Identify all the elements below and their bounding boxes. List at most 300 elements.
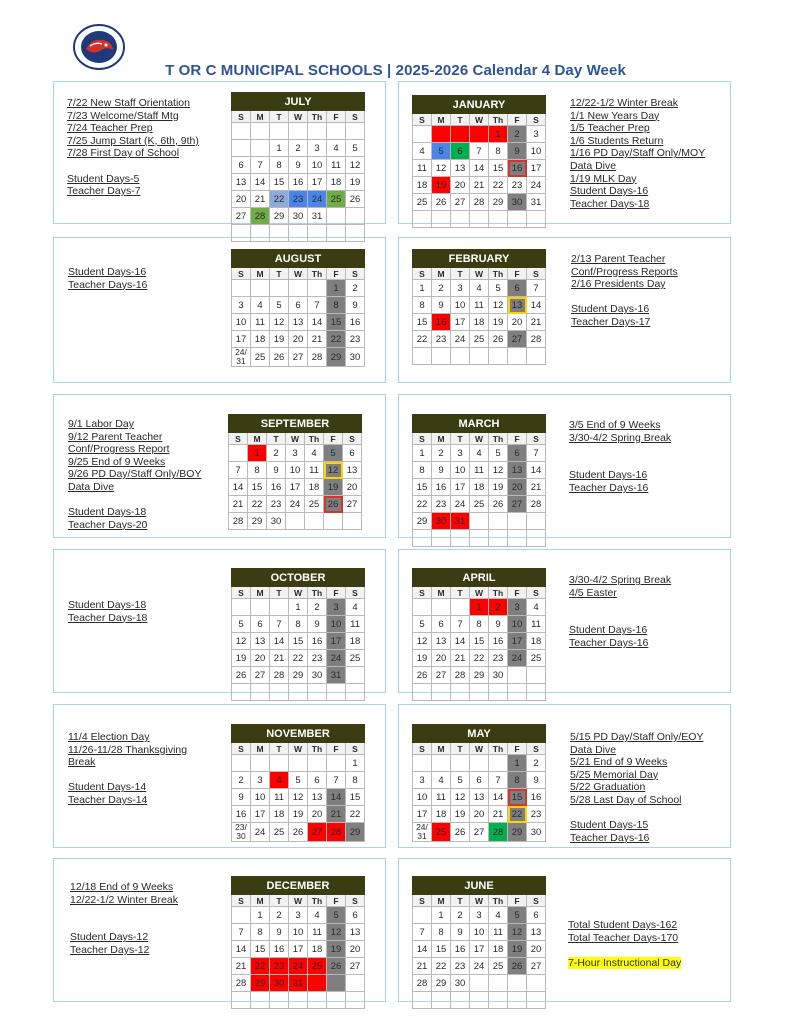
day-cell: 1 bbox=[413, 445, 432, 462]
day-cell bbox=[346, 975, 365, 992]
day-cell: 1 bbox=[470, 599, 489, 616]
day-cell: 5 bbox=[508, 907, 527, 924]
day-cell: 5 bbox=[232, 616, 251, 633]
day-cell: 2 bbox=[489, 599, 508, 616]
day-cell: 15 bbox=[270, 174, 289, 191]
day-cell: 6 bbox=[343, 445, 362, 462]
day-cell: 8 bbox=[470, 616, 489, 633]
day-cell: 23 bbox=[308, 650, 327, 667]
day-cell: 9 bbox=[527, 772, 546, 789]
day-cell bbox=[432, 126, 451, 143]
note: Student Days-16 bbox=[570, 185, 649, 198]
day-cell: 27 bbox=[308, 823, 327, 842]
note: Student Days-15 bbox=[570, 819, 649, 832]
day-cell: 9 bbox=[289, 157, 308, 174]
calendar-december bbox=[231, 876, 365, 1009]
note: Student Days-16 bbox=[571, 303, 650, 316]
day-cell: 14 bbox=[251, 174, 270, 191]
day-cell: 25 bbox=[470, 331, 489, 348]
day-cell: 12 bbox=[346, 157, 365, 174]
day-cell: 7 bbox=[451, 616, 470, 633]
weekday-header: S bbox=[232, 895, 251, 907]
weekday-header: S bbox=[413, 268, 432, 280]
day-cell: 8 bbox=[489, 143, 508, 160]
day-cell bbox=[413, 211, 432, 228]
day-cell: 4 bbox=[489, 907, 508, 924]
day-cell: 1 bbox=[508, 755, 527, 772]
notes-october bbox=[68, 599, 147, 624]
day-cell: 12 bbox=[232, 633, 251, 650]
day-cell: 5 bbox=[489, 280, 508, 297]
day-cell: 8 bbox=[508, 772, 527, 789]
day-cell: 12 bbox=[413, 633, 432, 650]
day-cell bbox=[413, 126, 432, 143]
day-cell: 15 bbox=[248, 479, 267, 496]
day-cell: 26 bbox=[327, 958, 346, 975]
day-cell bbox=[305, 513, 324, 530]
note-spacer bbox=[569, 444, 671, 457]
note: Student Days-5 bbox=[67, 172, 140, 185]
note: Teacher Days-20 bbox=[68, 518, 148, 531]
day-cell: 1 bbox=[489, 126, 508, 143]
day-cell: 8 bbox=[289, 616, 308, 633]
weekday-header: W bbox=[470, 587, 489, 599]
day-cell bbox=[451, 348, 470, 365]
weekday-header: T bbox=[451, 587, 470, 599]
day-cell: 1 bbox=[346, 755, 365, 772]
note: 12/18 End of 9 Weeks bbox=[70, 881, 174, 893]
day-cell bbox=[432, 348, 451, 365]
day-cell bbox=[232, 280, 251, 297]
note: Student Days-16 bbox=[569, 469, 648, 482]
weekday-header: Th bbox=[489, 433, 508, 445]
day-cell: 19 bbox=[489, 479, 508, 496]
day-cell: 10 bbox=[251, 789, 270, 806]
weekday-header: W bbox=[286, 433, 305, 445]
note-spacer bbox=[67, 160, 199, 173]
weekday-header: M bbox=[251, 587, 270, 599]
day-cell bbox=[527, 513, 546, 530]
day-cell: 10 bbox=[308, 157, 327, 174]
day-cell: 23 bbox=[432, 496, 451, 513]
day-cell: 1 bbox=[289, 599, 308, 616]
day-cell: 24 bbox=[308, 191, 327, 208]
day-cell: 8 bbox=[432, 924, 451, 941]
day-cell: 10 bbox=[327, 616, 346, 633]
day-cell bbox=[432, 211, 451, 228]
day-cell: 11 bbox=[470, 297, 489, 314]
day-cell: 2 bbox=[232, 772, 251, 789]
note: 7/23 Welcome/Staff Mtg bbox=[67, 109, 179, 122]
day-cell: 25 bbox=[270, 823, 289, 842]
day-cell: 20 bbox=[232, 191, 251, 208]
weekday-header: S bbox=[527, 895, 546, 907]
day-cell: 2 bbox=[451, 907, 470, 924]
note: Student Days-18 bbox=[68, 599, 147, 611]
day-cell: 10 bbox=[286, 462, 305, 479]
calendar-july bbox=[231, 92, 365, 242]
note: Student Days-18 bbox=[68, 506, 147, 519]
note: 3/30-4/2 Spring Break bbox=[569, 431, 672, 444]
day-cell bbox=[270, 123, 289, 140]
day-cell bbox=[508, 348, 527, 365]
note: Teacher Days-16 bbox=[570, 831, 650, 844]
day-cell: 29 bbox=[251, 975, 270, 992]
day-cell bbox=[232, 123, 251, 140]
note: 1/5 Teacher Prep bbox=[570, 122, 650, 135]
day-cell: 26 bbox=[289, 823, 308, 842]
day-cell bbox=[527, 211, 546, 228]
day-cell: 25 bbox=[327, 191, 346, 208]
day-cell bbox=[508, 530, 527, 547]
weekday-header: M bbox=[432, 114, 451, 126]
weekday-header: M bbox=[432, 433, 451, 445]
day-cell bbox=[289, 684, 308, 701]
day-cell: 19 bbox=[232, 650, 251, 667]
day-cell: 21 bbox=[489, 806, 508, 823]
day-cell: 24 bbox=[451, 331, 470, 348]
day-cell: 18 bbox=[251, 331, 270, 348]
day-cell bbox=[451, 530, 470, 547]
day-cell: 19 bbox=[413, 650, 432, 667]
day-cell: 15 bbox=[413, 314, 432, 331]
day-cell bbox=[251, 599, 270, 616]
day-cell: 12 bbox=[451, 789, 470, 806]
day-cell: 29 bbox=[327, 348, 346, 367]
day-cell: 21 bbox=[270, 650, 289, 667]
weekday-header: S bbox=[346, 111, 365, 123]
day-cell: 28 bbox=[308, 348, 327, 367]
note: Student Days-14 bbox=[68, 781, 147, 794]
day-cell: 13 bbox=[346, 924, 365, 941]
day-cell: 30 bbox=[267, 513, 286, 530]
day-cell: 20 bbox=[508, 479, 527, 496]
day-cell: 4 bbox=[305, 445, 324, 462]
day-cell: 26 bbox=[324, 496, 343, 513]
day-cell: 15 bbox=[470, 633, 489, 650]
day-cell: 4 bbox=[470, 280, 489, 297]
note: Teacher Days-16 bbox=[569, 481, 649, 494]
day-cell: 14 bbox=[451, 633, 470, 650]
day-cell: 4 bbox=[413, 143, 432, 160]
day-cell: 9 bbox=[270, 924, 289, 941]
day-cell: 11 bbox=[489, 924, 508, 941]
day-cell bbox=[527, 667, 546, 684]
note: Teacher Days-7 bbox=[67, 185, 141, 198]
day-cell: 8 bbox=[346, 772, 365, 789]
day-cell: 10 bbox=[232, 314, 251, 331]
day-cell: 3 bbox=[451, 280, 470, 297]
day-cell: 18 bbox=[346, 633, 365, 650]
day-cell: 27 bbox=[346, 958, 365, 975]
day-cell: 18 bbox=[270, 806, 289, 823]
day-cell bbox=[527, 975, 546, 992]
day-cell: 7 bbox=[489, 772, 508, 789]
weekday-header: S bbox=[343, 433, 362, 445]
day-cell: 14 bbox=[232, 941, 251, 958]
day-cell: 31 bbox=[527, 194, 546, 211]
note: Conf/Progress Reports bbox=[571, 265, 678, 278]
note: 9/1 Labor Day bbox=[68, 418, 134, 430]
day-cell: 22 bbox=[346, 806, 365, 823]
day-cell: 8 bbox=[270, 157, 289, 174]
day-cell bbox=[270, 280, 289, 297]
note: 1/1 New Years Day bbox=[570, 109, 660, 122]
day-cell: 18 bbox=[305, 479, 324, 496]
day-cell: 29 bbox=[413, 513, 432, 530]
day-cell bbox=[286, 513, 305, 530]
day-cell: 24 bbox=[289, 958, 308, 975]
day-cell: 7 bbox=[327, 772, 346, 789]
calendar-may bbox=[412, 724, 546, 842]
day-cell bbox=[527, 684, 546, 701]
note: 7/25 Jump Start (K, 6th, 9th) bbox=[67, 134, 199, 147]
day-cell: 24 bbox=[251, 823, 270, 842]
weekday-header: M bbox=[251, 111, 270, 123]
day-cell bbox=[413, 755, 432, 772]
day-cell: 7 bbox=[470, 143, 489, 160]
day-cell: 27 bbox=[289, 348, 308, 367]
day-cell: 4 bbox=[327, 140, 346, 157]
note: Total Teacher Days-170 bbox=[568, 931, 679, 944]
note: Break bbox=[68, 756, 96, 769]
day-cell bbox=[451, 992, 470, 1009]
day-cell: 29 bbox=[270, 208, 289, 225]
day-cell: 26 bbox=[451, 823, 470, 842]
day-cell: 25 bbox=[470, 496, 489, 513]
day-cell: 9 bbox=[308, 616, 327, 633]
note: 9/26 PD Day/Staff Only/BOY bbox=[68, 468, 202, 481]
weekday-header: F bbox=[508, 895, 527, 907]
day-cell: 21 bbox=[308, 331, 327, 348]
month-name: NOVEMBER bbox=[232, 725, 365, 743]
day-cell bbox=[324, 513, 343, 530]
weekday-header: S bbox=[346, 268, 365, 280]
note: Total Student Days-162 bbox=[568, 919, 678, 931]
day-cell: 5 bbox=[432, 143, 451, 160]
weekday-header: S bbox=[232, 743, 251, 755]
calendar-october bbox=[231, 568, 365, 701]
day-cell: 2 bbox=[289, 140, 308, 157]
day-cell: 10 bbox=[451, 297, 470, 314]
day-cell: 31 bbox=[308, 208, 327, 225]
day-cell: 29 bbox=[470, 667, 489, 684]
day-cell: 15 bbox=[346, 789, 365, 806]
day-cell: 20 bbox=[470, 806, 489, 823]
day-cell: 13 bbox=[451, 160, 470, 177]
day-cell bbox=[470, 530, 489, 547]
note-spacer bbox=[68, 494, 201, 507]
notes-august bbox=[68, 266, 147, 291]
day-cell: 14 bbox=[308, 314, 327, 331]
weekday-header: W bbox=[470, 743, 489, 755]
note: 7/28 First Day of School bbox=[67, 147, 180, 160]
day-cell: 7 bbox=[413, 924, 432, 941]
note: 7/22 New Staff Orientation bbox=[67, 97, 190, 109]
note: Student Days-16 bbox=[68, 266, 147, 278]
day-cell: 13 bbox=[432, 633, 451, 650]
weekday-header: Th bbox=[489, 587, 508, 599]
note: 3/5 End of 9 Weeks bbox=[569, 419, 661, 431]
day-cell: 17 bbox=[289, 941, 308, 958]
day-cell bbox=[413, 530, 432, 547]
day-cell bbox=[232, 225, 251, 242]
day-cell: 21 bbox=[229, 496, 248, 513]
weekday-header: T bbox=[451, 895, 470, 907]
day-cell: 27 bbox=[470, 823, 489, 842]
day-cell: 31 bbox=[327, 667, 346, 684]
month-name: AUGUST bbox=[232, 250, 365, 268]
day-cell: 5 bbox=[324, 445, 343, 462]
day-cell: 29 bbox=[508, 823, 527, 842]
note: Student Days-16 bbox=[569, 624, 648, 637]
day-cell: 30 bbox=[508, 194, 527, 211]
day-cell: 24 bbox=[527, 177, 546, 194]
day-cell bbox=[470, 684, 489, 701]
note: Conf/Progress Report bbox=[68, 443, 170, 456]
day-cell bbox=[251, 992, 270, 1009]
day-cell: 5 bbox=[489, 445, 508, 462]
day-cell: 2 bbox=[432, 445, 451, 462]
day-cell: 1 bbox=[270, 140, 289, 157]
day-cell bbox=[327, 992, 346, 1009]
day-cell: 6 bbox=[508, 280, 527, 297]
weekday-header: M bbox=[432, 587, 451, 599]
day-cell: 29 bbox=[489, 194, 508, 211]
day-cell: 3 bbox=[327, 599, 346, 616]
day-cell: 16 bbox=[451, 941, 470, 958]
weekday-header: W bbox=[470, 268, 489, 280]
day-cell bbox=[527, 348, 546, 365]
day-cell bbox=[289, 225, 308, 242]
day-cell: 9 bbox=[432, 297, 451, 314]
day-cell: 5 bbox=[413, 616, 432, 633]
day-cell bbox=[289, 755, 308, 772]
day-cell bbox=[232, 907, 251, 924]
day-cell bbox=[270, 992, 289, 1009]
day-cell bbox=[432, 755, 451, 772]
day-cell bbox=[251, 140, 270, 157]
day-cell: 30 bbox=[527, 823, 546, 842]
weekday-header: W bbox=[470, 895, 489, 907]
day-cell bbox=[489, 348, 508, 365]
weekday-header: Th bbox=[489, 743, 508, 755]
day-cell: 10 bbox=[527, 143, 546, 160]
weekday-header: Th bbox=[308, 111, 327, 123]
weekday-header: M bbox=[432, 743, 451, 755]
day-cell: 13 bbox=[308, 789, 327, 806]
day-cell: 8 bbox=[251, 924, 270, 941]
note: 11/26-11/28 Thanksgiving bbox=[68, 743, 188, 756]
day-cell: 29 bbox=[248, 513, 267, 530]
weekday-header: Th bbox=[308, 587, 327, 599]
weekday-header: Th bbox=[489, 268, 508, 280]
month-name: APRIL bbox=[413, 569, 546, 587]
day-cell: 25 bbox=[251, 348, 270, 367]
day-cell: 18 bbox=[470, 479, 489, 496]
day-cell: 6 bbox=[451, 143, 470, 160]
day-cell: 24/ 31 bbox=[232, 348, 251, 367]
note: Teacher Days-17 bbox=[571, 315, 651, 328]
day-cell: 26 bbox=[432, 194, 451, 211]
note: 4/5 Easter bbox=[569, 586, 617, 599]
day-cell: 28 bbox=[470, 194, 489, 211]
page-title: T OR C MUNICIPAL SCHOOLS | 2025-2026 Calendar 4 Day Week bbox=[165, 62, 626, 79]
day-cell: 24 bbox=[470, 958, 489, 975]
weekday-header: W bbox=[289, 895, 308, 907]
day-cell: 5 bbox=[270, 297, 289, 314]
day-cell: 24 bbox=[327, 650, 346, 667]
day-cell: 17 bbox=[508, 633, 527, 650]
day-cell: 31 bbox=[289, 975, 308, 992]
day-cell bbox=[346, 208, 365, 225]
day-cell bbox=[470, 348, 489, 365]
weekday-header: T bbox=[270, 895, 289, 907]
weekday-header: F bbox=[508, 114, 527, 126]
day-cell: 1 bbox=[413, 280, 432, 297]
note: 2/16 Presidents Day bbox=[571, 278, 666, 291]
day-cell bbox=[346, 684, 365, 701]
day-cell bbox=[470, 513, 489, 530]
weekday-header: Th bbox=[489, 114, 508, 126]
day-cell: 14 bbox=[270, 633, 289, 650]
day-cell: 16 bbox=[267, 479, 286, 496]
day-cell: 28 bbox=[413, 975, 432, 992]
note: Teacher Days-14 bbox=[68, 793, 148, 806]
day-cell: 16 bbox=[346, 314, 365, 331]
day-cell bbox=[527, 992, 546, 1009]
note-spacer bbox=[569, 599, 671, 612]
day-cell bbox=[289, 992, 308, 1009]
day-cell: 16 bbox=[432, 479, 451, 496]
day-cell: 10 bbox=[413, 789, 432, 806]
calendar-june bbox=[412, 876, 546, 1009]
day-cell bbox=[308, 975, 327, 992]
day-cell bbox=[489, 992, 508, 1009]
day-cell: 13 bbox=[251, 633, 270, 650]
day-cell: 21 bbox=[232, 958, 251, 975]
day-cell: 20 bbox=[508, 314, 527, 331]
day-cell: 19 bbox=[432, 177, 451, 194]
notes-april bbox=[569, 574, 671, 650]
day-cell: 2 bbox=[346, 280, 365, 297]
day-cell: 25 bbox=[489, 958, 508, 975]
day-cell: 19 bbox=[508, 941, 527, 958]
note-spacer bbox=[569, 612, 671, 625]
day-cell bbox=[508, 975, 527, 992]
weekday-header: W bbox=[289, 743, 308, 755]
day-cell bbox=[346, 667, 365, 684]
day-cell: 20 bbox=[451, 177, 470, 194]
note: Teacher Days-18 bbox=[68, 611, 148, 624]
notes-november bbox=[68, 731, 187, 807]
day-cell: 9 bbox=[451, 924, 470, 941]
day-cell: 12 bbox=[270, 314, 289, 331]
day-cell: 8 bbox=[413, 462, 432, 479]
day-cell: 1 bbox=[432, 907, 451, 924]
day-cell bbox=[470, 992, 489, 1009]
note: Data Dive bbox=[68, 480, 115, 493]
day-cell: 21 bbox=[527, 479, 546, 496]
day-cell: 10 bbox=[451, 462, 470, 479]
note-spacer bbox=[570, 807, 703, 820]
day-cell: 16 bbox=[527, 789, 546, 806]
day-cell bbox=[489, 755, 508, 772]
day-cell: 28 bbox=[527, 331, 546, 348]
day-cell: 11 bbox=[251, 314, 270, 331]
day-cell: 27 bbox=[451, 194, 470, 211]
note: 1/16 PD Day/Staff Only/MOY bbox=[570, 147, 706, 160]
